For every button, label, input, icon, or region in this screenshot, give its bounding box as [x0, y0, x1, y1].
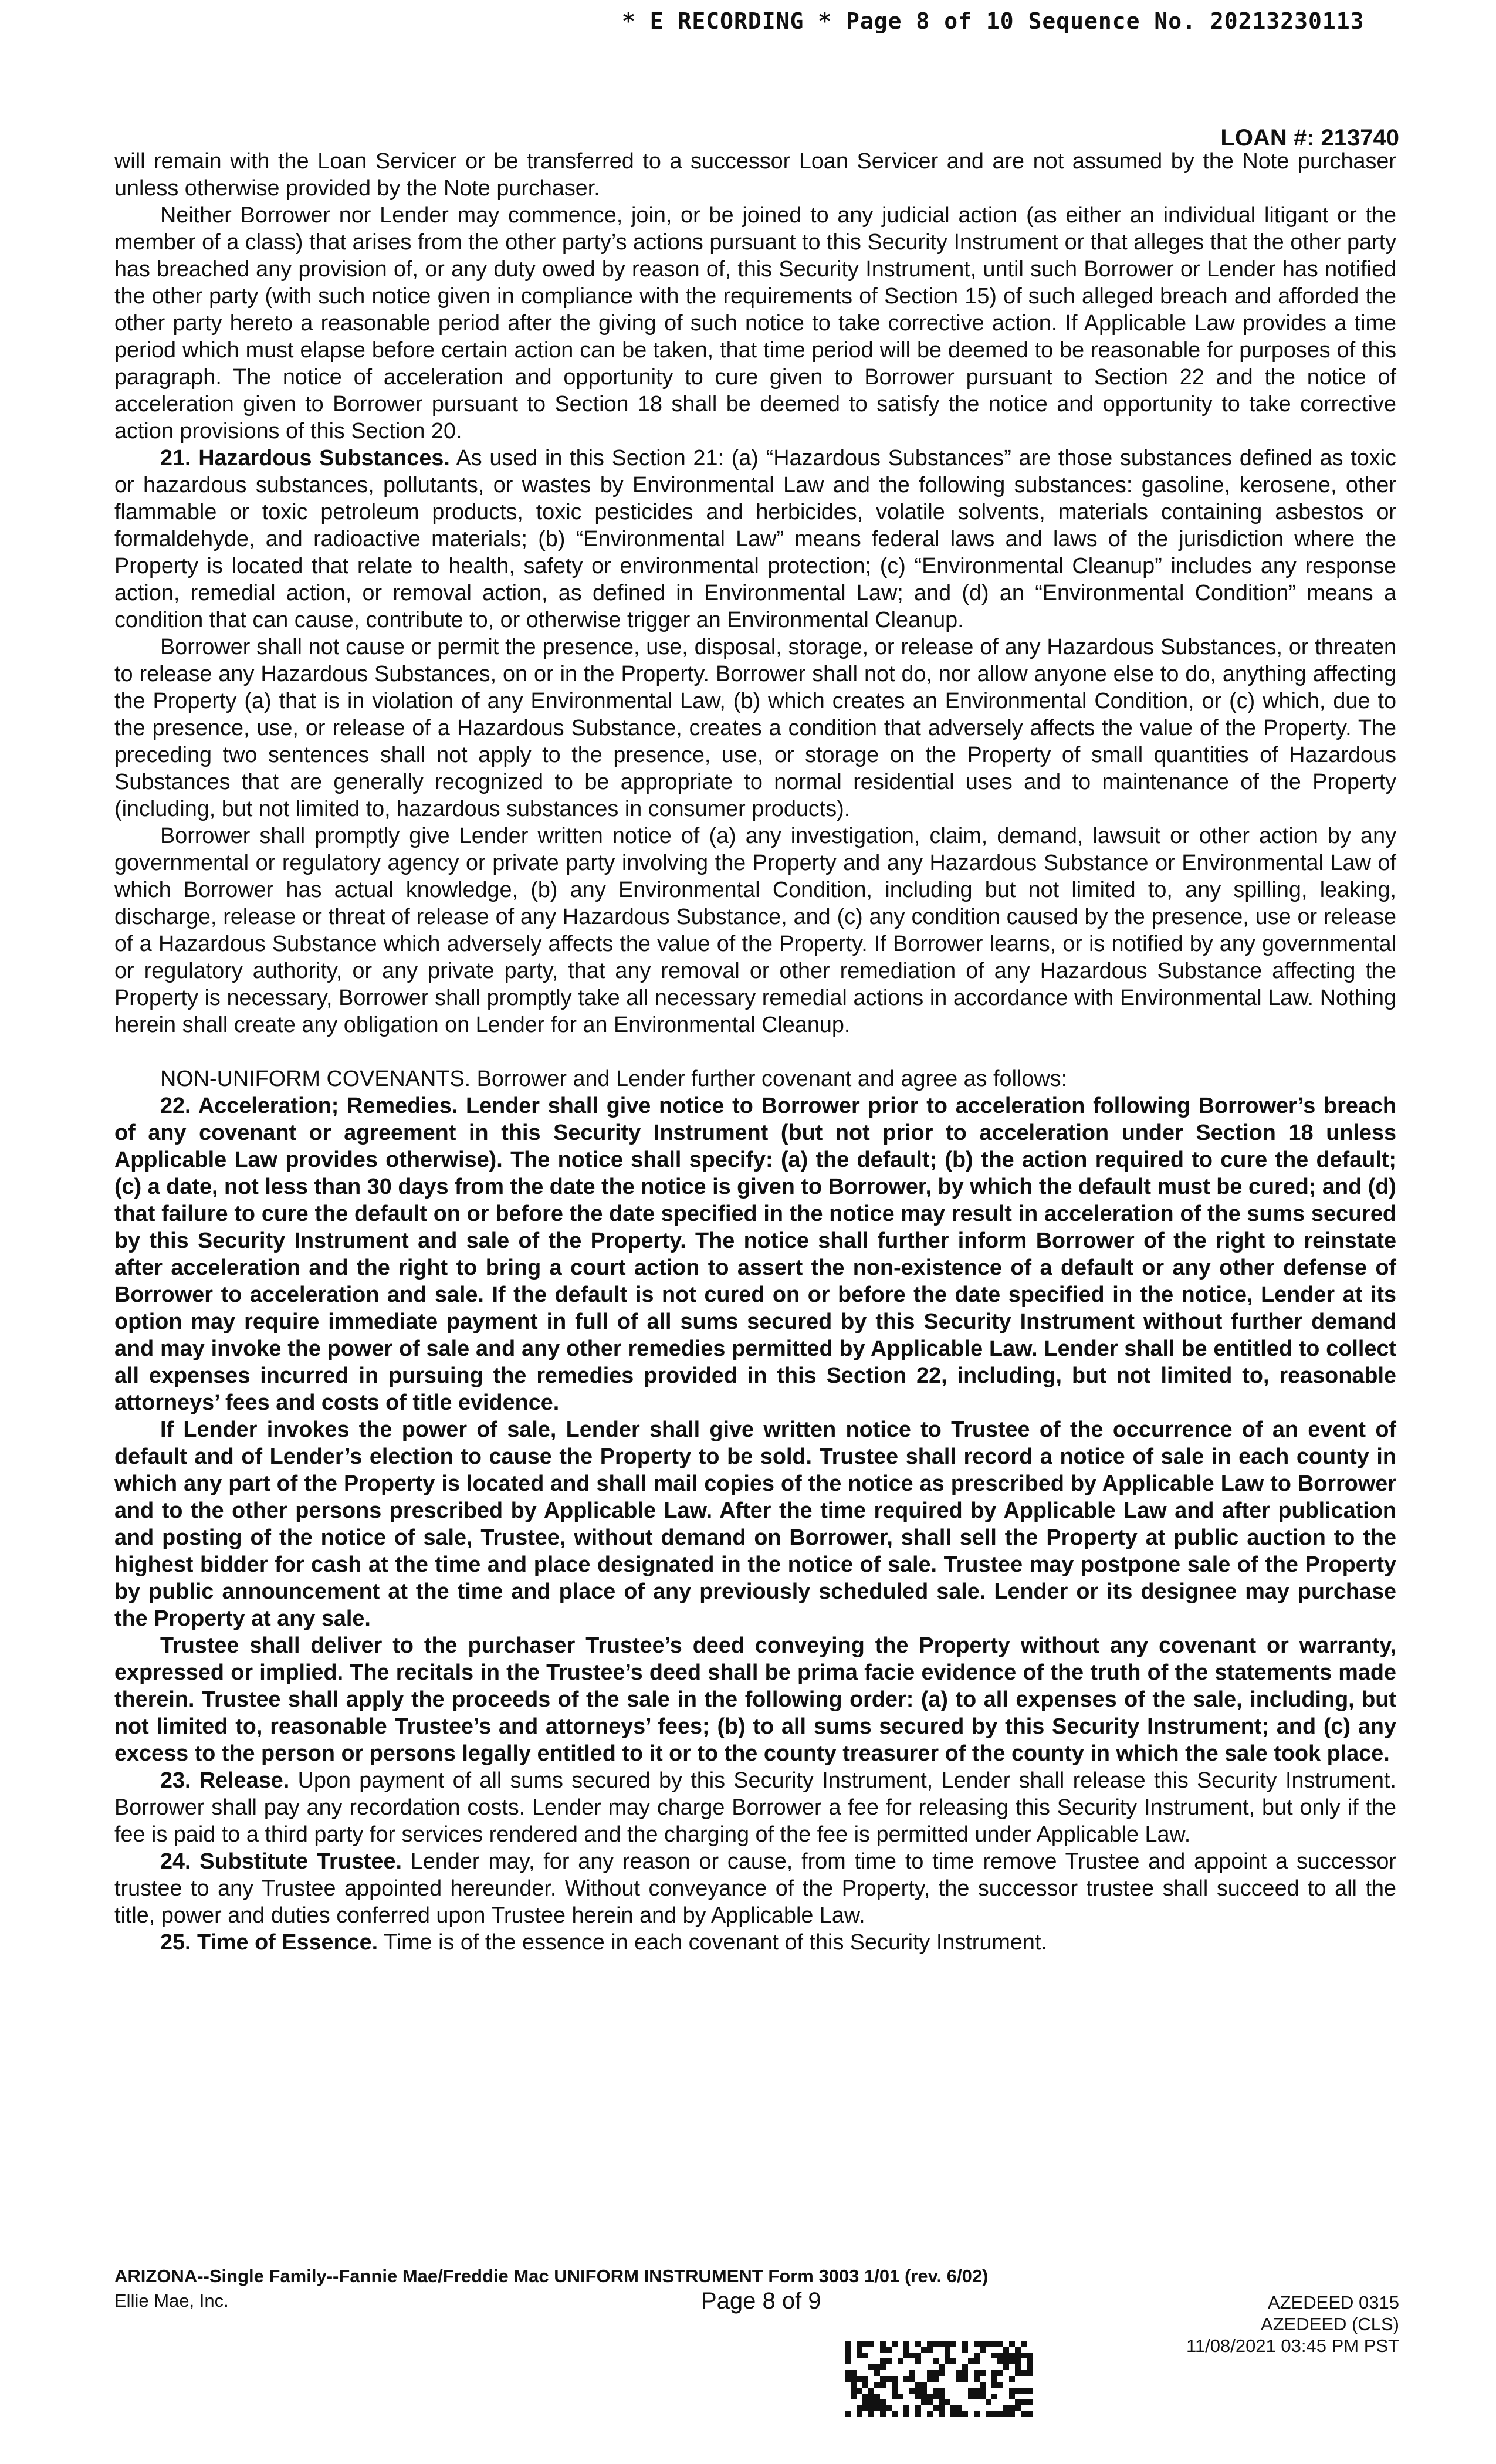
paragraph-trustee-deed: Trustee shall deliver to the purchaser Trustee’s deed conveying the Property without any covenant or warranty, expressed or implied. The recitals in the Trustee’s deed shall be prima facie evidence of the truth of the statements made therein. Trustee shall apply the proceeds of the sale in the following order: (a) to all expenses of the sale, including, but not limited to, reasonable Trustee’s and attorneys’ fees; (b) to all sums secured by this Security Instrument; and (c) any excess to the person or persons legally entitled to it or to the county treasurer of the county in which the sale took place.	[114, 1633, 1396, 1766]
section-24-heading: 24. Substitute Trustee.	[160, 1849, 402, 1874]
section-25-heading: 25. Time of Essence.	[160, 1930, 378, 1955]
company-name: Ellie Mae, Inc.	[114, 2290, 229, 2311]
section-23	[114, 1767, 1396, 1848]
section-23-text: Upon payment of all sums secured by this Security Instrument, Lender shall release this Security Instrument. Borrower shall pay any recordation costs. Lender may charge Borrower a fee for releasing this Security Instrument, but only if the fee is paid to a third party for services rendered and the charging of the fee is permitted under Applicable Law.	[114, 1768, 1396, 1847]
recording-header: * E RECORDING * Page 8 of 10 Sequence No. 20213230113	[622, 8, 1365, 34]
paragraph-hazardous-presence: Borrower shall not cause or permit the presence, use, disposal, storage, or release of any Hazardous Substances, or threaten to release any Hazardous Substances, on or in the Property. Borrower shall not do, nor allow anyone else to do, anything affecting the Property (a) that is in violation of any Environmental Law, (b) which creates an Environmental Condition, or (c) which, due to the presence, use, or release of a Hazardous Substance, creates a condition that adversely affects the value of the Property. The preceding two sentences shall not apply to the presence, use, or storage on the Property of small quantities of Hazardous Substances that are generally recognized to be appropriate to normal residential uses and to maintenance of the Property (including, but not limited to, hazardous substances in consumer products).	[114, 635, 1396, 821]
loan-number: LOAN #: 213740	[1220, 125, 1399, 151]
footer-codes	[1186, 2292, 1399, 2357]
form-code-cls: AZEDEED (CLS)	[1261, 2314, 1399, 2334]
section-22: 22. Acceleration; Remedies. Lender shall give notice to Borrower prior to acceleration following Borrower’s breach of any covenant or agreement in this Security Instrument (but not prior to acceleration under Section 18 unless Applicable Law provides otherwise). The notice shall specify: (a) the default; (b) the action required to cure the default; (c) a date, not less than 30 days from the date the notice is given to Borrower, by which the default must be cured; and (d) that failure to cure the default on or before the date specified in the notice may result in acceleration of the sums secured by this Security Instrument and sale of the Property. The notice shall further inform Borrower of the right to reinstate after acceleration and the right to bring a court action to assert the non-existence of a default or any other defense of Borrower to acceleration and sale. If the default is not cured on or before the date specified in the notice, Lender at its option may require immediate payment in full of all sums secured by this Security Instrument without further demand and may invoke the power of sale and any other remedies permitted by Applicable Law. Lender shall be entitled to collect all expenses incurred in pursuing the remedies provided in this Section 22, including, but not limited to, reasonable attorneys’ fees and costs of title evidence.	[114, 1094, 1396, 1415]
document-body	[114, 148, 1396, 1956]
form-code: AZEDEED 0315	[1268, 2292, 1399, 2313]
section-24-text: Lender may, for any reason or cause, from time to time remove Trustee and appoint a successor trustee to any Trustee appointed hereunder. Without conveyance of the Property, the successor trustee shall succeed to all the title, power and duties conferred upon Trustee herein and by Applicable Law.	[114, 1849, 1396, 1928]
section-21-heading: 21. Hazardous Substances.	[160, 446, 450, 471]
section-21	[114, 445, 1396, 634]
paragraph-hazardous-notice: Borrower shall promptly give Lender written notice of (a) any investigation, claim, demand, lawsuit or other action by any governmental or regulatory agency or private party involving the Property and any Hazardous Substance or Environmental Law of which Borrower has actual knowledge, (b) any Environmental Condition, including but not limited to, any spilling, leaking, discharge, release or threat of release of any Hazardous Substance, and (c) any condition caused by the presence, use or release of a Hazardous Substance which adversely affects the value of the Property. If Borrower learns, or is notified by any governmental or regulatory authority, or any private party, that any removal or other remediation of any Hazardous Substance affecting the Property is necessary, Borrower shall promptly take all necessary remedial actions in accordance with Environmental Law. Nothing herein shall create any obligation on Lender for an Environmental Cleanup.	[114, 824, 1396, 1037]
section-23-heading: 23. Release.	[160, 1768, 290, 1793]
barcode-icon	[845, 2341, 1033, 2417]
section-25-text: Time is of the essence in each covenant of this Security Instrument.	[378, 1930, 1047, 1955]
page-number: Page 8 of 9	[701, 2288, 821, 2314]
section-21-text: As used in this Section 21: (a) “Hazardous Substances” are those substances defined as toxic or hazardous substances, pollutants, or wastes by Environmental Law and the following substances: gasoline, kerosene, other flammable or toxic petroleum products, toxic pesticides and herbicides, volatile solvents, materials containing asbestos or formaldehyde, and radioactive materials; (b) “Environmental Law” means federal laws and laws of the jurisdiction where the Property is located that relate to health, safety or environmental protection; (c) “Environmental Cleanup” includes any response action, remedial action, or removal action, as defined in Environmental Law; and (d) an “Environmental Condition” means a condition that can cause, contribute to, or otherwise trigger an Environmental Cleanup.	[114, 446, 1396, 632]
form-identifier: ARIZONA--Single Family--Fannie Mae/Freddie Mac UNIFORM INSTRUMENT Form 3003 1/01 (rev. 6/02)	[114, 2266, 989, 2286]
print-timestamp: 11/08/2021 03:45 PM PST	[1186, 2336, 1399, 2356]
section-25	[114, 1929, 1396, 1956]
page-footer	[114, 2266, 1399, 2356]
paragraph-judicial-action: Neither Borrower nor Lender may commence, join, or be joined to any judicial action (as either an individual litigant or the member of a class) that arises from the other party’s actions pursuant to this Security Instrument or that alleges that the other party has breached any provision of, or any duty owed by reason of, this Security Instrument, until such Borrower or Lender has notified the other party (with such notice given in compliance with the requirements of Section 15) of such alleged breach and afforded the other party hereto a reasonable period after the giving of such notice to take corrective action. If Applicable Law provides a time period which must elapse before certain action can be taken, that time period will be deemed to be reasonable for purposes of this paragraph. The notice of acceleration and opportunity to cure given to Borrower pursuant to Section 22 and the notice of acceleration given to Borrower pursuant to Section 18 shall be deemed to satisfy the notice and opportunity to take corrective action provisions of this Section 20.	[114, 203, 1396, 444]
section-24	[114, 1848, 1396, 1929]
paragraph-power-of-sale: If Lender invokes the power of sale, Lender shall give written notice to Trustee of the occurrence of an event of default and of Lender’s election to cause the Property to be sold. Trustee shall record a notice of sale in each county in which any part of the Property is located and shall mail copies of the notice as prescribed by Applicable Law to Borrower and to the other persons prescribed by Applicable Law. After the time required by Applicable Law and after publication and posting of the notice of sale, Trustee, without demand on Borrower, shall sell the Property at public auction to the highest bidder for cash at the time and place designated in the notice of sale. Trustee may postpone sale of the Property by public announcement at the time and place of any previously scheduled sale. Lender or its designee may purchase the Property at any sale.	[114, 1417, 1396, 1631]
non-uniform-covenants: NON-UNIFORM COVENANTS. Borrower and Lender further covenant and agree as follows:	[160, 1067, 1068, 1091]
paragraph-continuation: will remain with the Loan Servicer or be transferred to a successor Loan Servicer and are not assumed by the Note purchaser unless otherwise provided by the Note purchaser.	[114, 149, 1396, 201]
